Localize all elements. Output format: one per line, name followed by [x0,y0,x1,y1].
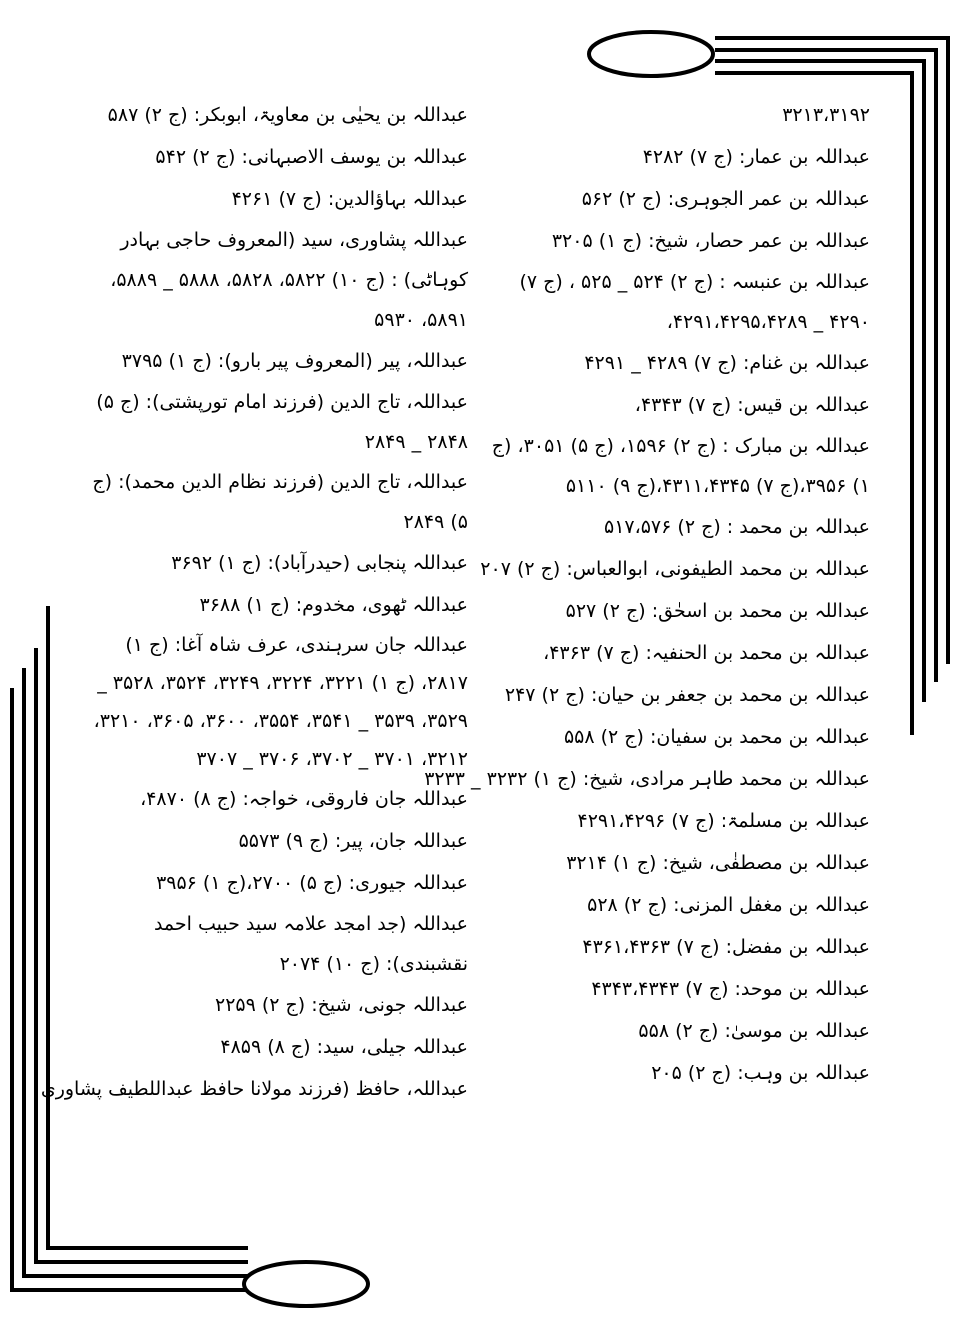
index-entry: عبداللہ بن قیس: (ج ۷) ۴۳۴۳، [634,394,870,416]
index-entry: عبداللہ بن مبارک : (ج ۲) ۱۵۹۶، (ج ۵) ۳۰۵۱، (ج ۱) ۳۹۵۶،(ج ۷) ۴۳۱۱،۴۳۴۵،(ج ۹) ۵۱۱۰ [491,435,870,497]
index-entry: عبداللہ، تاج الدین (فرزند امام تورپشتی): (ج ۵) ۲۸۴۸ _ ۲۸۴۹ [96,391,468,453]
index-entry: عبداللہ بن مفضل: (ج ۷) ۴۳۶۱،۴۳۶۳ [582,936,870,958]
index-entry: عبداللہ جونی، شیخ: (ج ۲) ۲۲۵۹ [214,994,468,1016]
index-entry: عبداللہ بن محمد طاہر مرادی، شیخ: (ج ۱) ۳۲۳۲ _ ۳۲۳۳ [424,768,870,790]
index-entry: عبداللہ بہاؤالدین: (ج ۷) ۴۲۶۱ [231,188,468,210]
index-entry: عبداللہ (جد امجد علامہ سید حبیب احمد نقشبندی): (ج ۱۰) ۲۰۷۴ [153,913,468,975]
index-entry: عبداللہ بن یوسف الاصبہانی: (ج ۲) ۵۴۲ [155,146,468,168]
index-entry: عبداللہ بن یحیٰی بن معاویۃ، ابوبکر: (ج ۲) ۵۸۷ [107,104,468,126]
index-entry: عبداللہ جیوری: (ج ۵) ۲۷۰۰،(ج ۱) ۳۹۵۶ [156,872,468,894]
index-column-right [424,94,870,1094]
index-entry: عبداللہ بن موحد: (ج ۷) ۴۳۴۳،۴۳۴۳ [591,978,870,1000]
index-entry: عبداللہ بن محمد بن سفیان: (ج ۲) ۵۵۸ [563,726,870,748]
index-entry: عبداللہ، تاج الدین (فرزند نظام الدین محمد): (ج ۵) ۲۸۴۹ [92,471,468,533]
index-entry: عبداللہ بن موسیٰ: (ج ۲) ۵۵۸ [638,1020,870,1042]
index-entry: عبداللہ، پیر (المعروف پیر بارو): (ج ۱) ۳۷۹۵ [121,350,468,372]
index-entry: عبداللہ بن عمر الجوہری: (ج ۲) ۵۶۲ [581,188,870,210]
index-column-left [40,94,468,1110]
index-entry: عبداللہ بن غنام: (ج ۷) ۴۲۸۹ _ ۴۲۹۱ [584,352,870,374]
index-entry: عبداللہ بن عمر حصار، شیخ: (ج ۱) ۳۲۰۵ [551,230,870,252]
top-ornament-oval [589,32,713,76]
index-entry: عبداللہ جان سرہندی، عرف شاہ آغا: (ج ۱) ۲۸۱۷، (ج ۱) ۳۲۲۱، ۳۲۲۴، ۳۲۴۹، ۳۵۲۴، ۳۵۲۸ _ ۳۵۲۹، ۳۵۳۹ _ ۳۵۴۱، ۳۵۵۴، ۳۶۰۰، ۳۶۰۵، ۳۲۱۰، ۳۲۱۲، ۳۷۰۱ _ ۳۷۰۲، ۳۷۰۶ _ ۳۷۰۷ [93,634,468,770]
index-entry: عبداللہ پشاوری، سید (المعروف حاجی بہادر کوہاٹی) : (ج ۱۰) ۵۸۲۲، ۵۸۲۸، ۵۸۸۸ _ ۵۸۸۹، ۵۸۹۱، ۵۹۳۰ [110,229,468,331]
index-entry: عبداللہ بن محمد بن الحنفیہ: (ج ۷) ۴۳۶۳، [543,642,870,664]
index-entry: عبداللہ ٹھوی، مخدوم: (ج ۱) ۳۶۸۸ [199,594,468,616]
index-entry: عبداللہ بن عنبسہ : (ج ۲) ۵۲۴ _ ۵۲۵ ، (ج ۷) ۴۲۹۰ _ ۴۲۹۱،۴۲۹۵،۴۲۸۹، [519,271,870,333]
index-entry: عبداللہ بن محمد الطیفونی، ابوالعباس: (ج ۲) ۲۰۷ [480,558,870,580]
index-entry: عبداللہ، حافظ (فرزند مولانا حافظ عبداللطیف پشاوری [40,1078,468,1100]
index-entry: عبداللہ بن مسلمۃ: (ج ۷) ۴۲۹۱،۴۲۹۶ [577,810,870,832]
index-entry: ۳۲۱۳،۳۱۹۲ [782,104,870,126]
index-entry: عبداللہ بن محمد بن جعفر بن حیان: (ج ۲) ۲۴۷ [504,684,870,706]
index-entry: عبداللہ بن محمد بن اسحٰق: (ج ۲) ۵۲۷ [565,600,870,622]
index-entry: عبداللہ بن وہب: (ج ۲) ۲۰۵ [651,1062,870,1084]
index-entry: عبداللہ بن محمد : (ج ۲) ۵۱۷،۵۷۶ [603,516,870,538]
index-entry: عبداللہ بن مصطفٰی، شیخ: (ج ۱) ۳۲۱۴ [566,852,870,874]
index-entry: عبداللہ بن عمار: (ج ۷) ۴۲۸۲ [642,146,870,168]
bottom-ornament-oval [244,1262,368,1306]
index-entry: عبداللہ جیلی، سید: (ج ۸) ۴۸۵۹ [220,1036,468,1058]
index-entry: عبداللہ جان فاروقی، خواجہ: (ج ۸) ۴۸۷۰، [140,788,468,810]
index-entry: عبداللہ بن مغفل المزنی: (ج ۲) ۵۲۸ [587,894,870,916]
index-entry: عبداللہ پنجابی (حیدرآباد): (ج ۱) ۳۶۹۲ [171,552,468,574]
index-entry: عبداللہ جان، پیر: (ج ۹) ۵۵۷۳ [238,830,468,852]
